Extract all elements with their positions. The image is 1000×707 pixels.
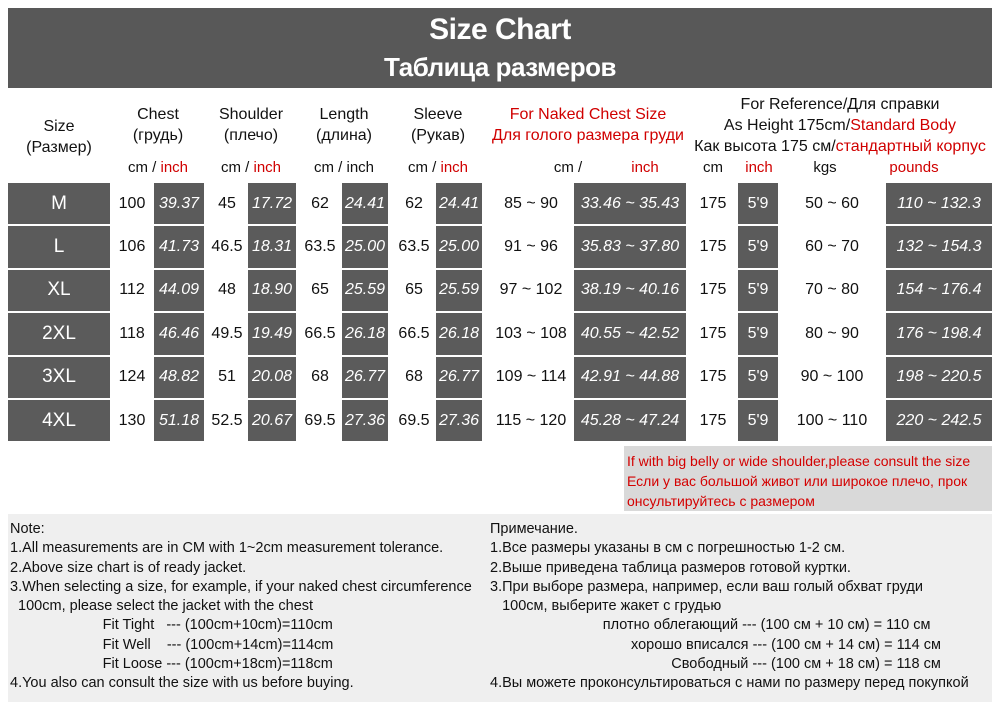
length-units: cm / inch xyxy=(313,159,375,176)
sleeve-cm-cell: 65 xyxy=(405,281,423,299)
header-chest-label: Chest xyxy=(137,106,179,123)
note-line: 3.When selecting a size, for example, if your naked chest circumference xyxy=(10,578,472,595)
size-cell: 2XL xyxy=(8,313,110,354)
chest-cm-cell: 124 xyxy=(118,368,146,386)
note-line: Fit Tight --- (100cm+10cm)=110cm xyxy=(10,617,333,634)
height-cm-cell: 175 xyxy=(699,194,727,212)
note-line: 2.Above size chart is of ready jacket. xyxy=(10,559,247,576)
shoulder-inch-cell: 20.08 xyxy=(248,357,296,398)
naked-inch-unit: inch xyxy=(631,159,659,176)
kgs-cell: 90 ~ 100 xyxy=(800,368,864,386)
naked-cm-cell: 97 ~ 102 xyxy=(499,281,563,299)
note-line: 1.All measurements are in CM with 1~2cm measurement tolerance. xyxy=(10,540,444,557)
shoulder-cm-cell: 49.5 xyxy=(211,324,243,342)
sleeve-inch-cell: 26.18 xyxy=(436,313,482,354)
height-cm-cell: 175 xyxy=(699,281,727,299)
sleeve-inch-cell: 26.77 xyxy=(436,357,482,398)
size-cell: M xyxy=(8,183,110,224)
note-line: 2.Выше приведена таблица размеров готовой куртки. xyxy=(490,559,851,576)
note-line: хорошо вписался --- (100 см + 14 см) = 114 см xyxy=(490,636,941,653)
header-chest xyxy=(110,94,206,156)
height-cm-cell: 175 xyxy=(699,324,727,342)
naked-cm-unit: cm / xyxy=(553,159,583,176)
pounds-cell: 176 ~ 198.4 xyxy=(886,313,992,354)
notes-en xyxy=(10,520,486,694)
sleeve-cm-cell: 63.5 xyxy=(398,238,430,256)
note-line: Note: xyxy=(10,521,45,537)
header-sleeve xyxy=(392,94,484,156)
height-inch-cell: 5'9 xyxy=(738,183,778,224)
length-inch-cell: 27.36 xyxy=(342,400,388,441)
sleeve-inch-cell: 25.59 xyxy=(436,270,482,311)
pounds-cell: 154 ~ 176.4 xyxy=(886,270,992,311)
chest-cm-cell: 130 xyxy=(118,411,146,429)
naked-cm-cell: 115 ~ 120 xyxy=(495,411,567,429)
shoulder-inch-cell: 17.72 xyxy=(248,183,296,224)
shoulder-cm-cell: 46.5 xyxy=(211,238,243,256)
shoulder-cm-cell: 48 xyxy=(218,281,236,299)
naked-cm-cell: 103 ~ 108 xyxy=(495,324,567,342)
height-inch-cell: 5'9 xyxy=(738,400,778,441)
pounds-cell: 132 ~ 154.3 xyxy=(886,226,992,267)
reference-line2: As Height 175cm/Standard Body xyxy=(723,116,957,134)
sleeve-cm-cell: 66.5 xyxy=(398,324,430,342)
header-shoulder-label-ru: (плечо) xyxy=(223,127,279,144)
note-line: Fit Loose --- (100cm+18cm)=118cm xyxy=(10,656,333,673)
header-shoulder-label: Shoulder xyxy=(218,106,284,123)
header-length-label: Length xyxy=(319,106,369,123)
size-cell: L xyxy=(8,226,110,267)
header-sleeve-label: Sleeve xyxy=(413,106,463,123)
shoulder-cm-cell: 51 xyxy=(218,368,236,386)
page-title-ru: Таблица размеров xyxy=(384,52,616,82)
sleeve-inch-cell: 25.00 xyxy=(436,226,482,267)
note-line: плотно облегающий --- (100 см + 10 см) = 110 см xyxy=(490,617,931,634)
kgs-cell: 50 ~ 60 xyxy=(805,194,859,212)
header-reference xyxy=(690,93,990,157)
sleeve-cm-cell: 69.5 xyxy=(398,411,430,429)
chest-inch-cell: 41.73 xyxy=(154,226,204,267)
shoulder-inch-cell: 18.90 xyxy=(248,270,296,311)
chest-inch-cell: 46.46 xyxy=(154,313,204,354)
naked-inch-cell: 33.46 ~ 35.43 xyxy=(574,183,686,224)
reference-line3: Как высота 175 см/стандартный корпус xyxy=(694,137,986,155)
chest-cm-cell: 100 xyxy=(118,194,146,212)
pounds-cell: 110 ~ 132.3 xyxy=(886,183,992,224)
sleeve-inch-cell: 24.41 xyxy=(436,183,482,224)
warning-ru-line2: онсультируйтесь с размером xyxy=(627,493,815,509)
naked-inch-cell: 42.91 ~ 44.88 xyxy=(574,357,686,398)
pounds-unit: pounds xyxy=(889,159,939,176)
header-chest-label-ru: (грудь) xyxy=(132,127,184,144)
header-shoulder xyxy=(206,94,296,156)
header-length xyxy=(296,94,392,156)
shoulder-cm-cell: 45 xyxy=(218,194,236,212)
length-cm-cell: 62 xyxy=(311,194,329,212)
height-inch-cell: 5'9 xyxy=(738,357,778,398)
kgs-cell: 60 ~ 70 xyxy=(805,238,859,256)
note-line: 3.При выборе размера, например, если ваш голый обхват груди xyxy=(490,578,923,595)
shoulder-inch-cell: 20.67 xyxy=(248,400,296,441)
height-inch-cell: 5'9 xyxy=(738,313,778,354)
length-inch-cell: 26.18 xyxy=(342,313,388,354)
height-inch-cell: 5'9 xyxy=(738,270,778,311)
sleeve-inch-cell: 27.36 xyxy=(436,400,482,441)
length-inch-cell: 24.41 xyxy=(342,183,388,224)
naked-inch-cell: 38.19 ~ 40.16 xyxy=(574,270,686,311)
length-cm-cell: 68 xyxy=(311,368,329,386)
chest-units: cm / inch xyxy=(127,159,189,176)
note-line: Fit Well --- (100cm+14cm)=114cm xyxy=(10,636,334,653)
note-line: 1.Все размеры указаны в см с погрешностью 1-2 см. xyxy=(490,540,846,557)
length-cm-cell: 66.5 xyxy=(304,324,336,342)
sleeve-cm-cell: 68 xyxy=(405,368,423,386)
note-line: 100см, выберите жакет с грудью xyxy=(490,598,722,615)
shoulder-inch-cell: 18.31 xyxy=(248,226,296,267)
kgs-cell: 80 ~ 90 xyxy=(805,324,859,342)
kgs-cell: 70 ~ 80 xyxy=(805,281,859,299)
kgs-cell: 100 ~ 110 xyxy=(796,411,868,429)
header-size xyxy=(8,94,110,180)
pounds-cell: 220 ~ 242.5 xyxy=(886,400,992,441)
kgs-unit: kgs xyxy=(813,159,837,176)
naked-inch-cell: 45.28 ~ 47.24 xyxy=(574,400,686,441)
header-sleeve-label-ru: (Рукав) xyxy=(410,127,466,144)
warning-en: If with big belly or wide shoulder,please consult the size xyxy=(627,453,971,469)
chest-inch-cell: 39.37 xyxy=(154,183,204,224)
height-cm-cell: 175 xyxy=(699,411,727,429)
title-banner xyxy=(8,8,992,88)
chest-inch-cell: 44.09 xyxy=(154,270,204,311)
sleeve-units: cm / inch xyxy=(407,159,469,176)
size-cell: XL xyxy=(8,270,110,311)
naked-inch-cell: 35.83 ~ 37.80 xyxy=(574,226,686,267)
size-cell: 3XL xyxy=(8,357,110,398)
note-line: 100cm, please select the jacket with the chest xyxy=(10,598,314,615)
pounds-cell: 198 ~ 220.5 xyxy=(886,357,992,398)
header-size-label: Size xyxy=(43,118,75,135)
header-naked-label: For Naked Chest Size xyxy=(509,106,667,123)
note-line: 4.Вы можете проконсультироваться с нами по размеру перед покупкой xyxy=(490,675,969,692)
warning-ru-line1: Если у вас большой живот или широкое плечо, прок xyxy=(627,473,968,489)
naked-cm-cell: 85 ~ 90 xyxy=(504,194,558,212)
header-length-label-ru: (длина) xyxy=(316,127,372,144)
notes-ru xyxy=(490,520,990,694)
page-title: Size Chart xyxy=(429,13,571,46)
naked-cm-cell: 109 ~ 114 xyxy=(495,368,567,386)
consult-warning xyxy=(624,446,992,511)
chest-inch-cell: 48.82 xyxy=(154,357,204,398)
length-cm-cell: 65 xyxy=(311,281,329,299)
height-inch-unit: inch xyxy=(745,159,773,176)
note-line: Свободный --- (100 см + 18 см) = 118 см xyxy=(490,656,941,673)
note-line: Примечание. xyxy=(490,521,578,537)
size-cell: 4XL xyxy=(8,400,110,441)
shoulder-cm-cell: 52.5 xyxy=(211,411,243,429)
height-inch-cell: 5'9 xyxy=(738,226,778,267)
height-cm-cell: 175 xyxy=(699,368,727,386)
chest-cm-cell: 112 xyxy=(119,281,145,299)
shoulder-inch-cell: 19.49 xyxy=(248,313,296,354)
length-cm-cell: 69.5 xyxy=(304,411,336,429)
height-cm-unit: cm xyxy=(703,159,723,176)
shoulder-units: cm / inch xyxy=(220,159,282,176)
sleeve-cm-cell: 62 xyxy=(405,194,423,212)
chest-cm-cell: 106 xyxy=(118,238,146,256)
height-cm-cell: 175 xyxy=(699,238,727,256)
length-cm-cell: 63.5 xyxy=(304,238,336,256)
length-inch-cell: 25.59 xyxy=(342,270,388,311)
length-inch-cell: 25.00 xyxy=(342,226,388,267)
naked-inch-cell: 40.55 ~ 42.52 xyxy=(574,313,686,354)
reference-line1: For Reference/Для справки xyxy=(740,95,940,113)
header-naked-chest xyxy=(488,94,688,156)
chest-cm-cell: 118 xyxy=(119,324,145,342)
header-size-label-ru: (Размер) xyxy=(26,139,92,156)
header-naked-label-ru: Для голого размера груди xyxy=(492,127,684,144)
note-line: 4.You also can consult the size with us before buying. xyxy=(10,675,354,692)
naked-cm-cell: 91 ~ 96 xyxy=(504,238,558,256)
chest-inch-cell: 51.18 xyxy=(154,400,204,441)
length-inch-cell: 26.77 xyxy=(342,357,388,398)
